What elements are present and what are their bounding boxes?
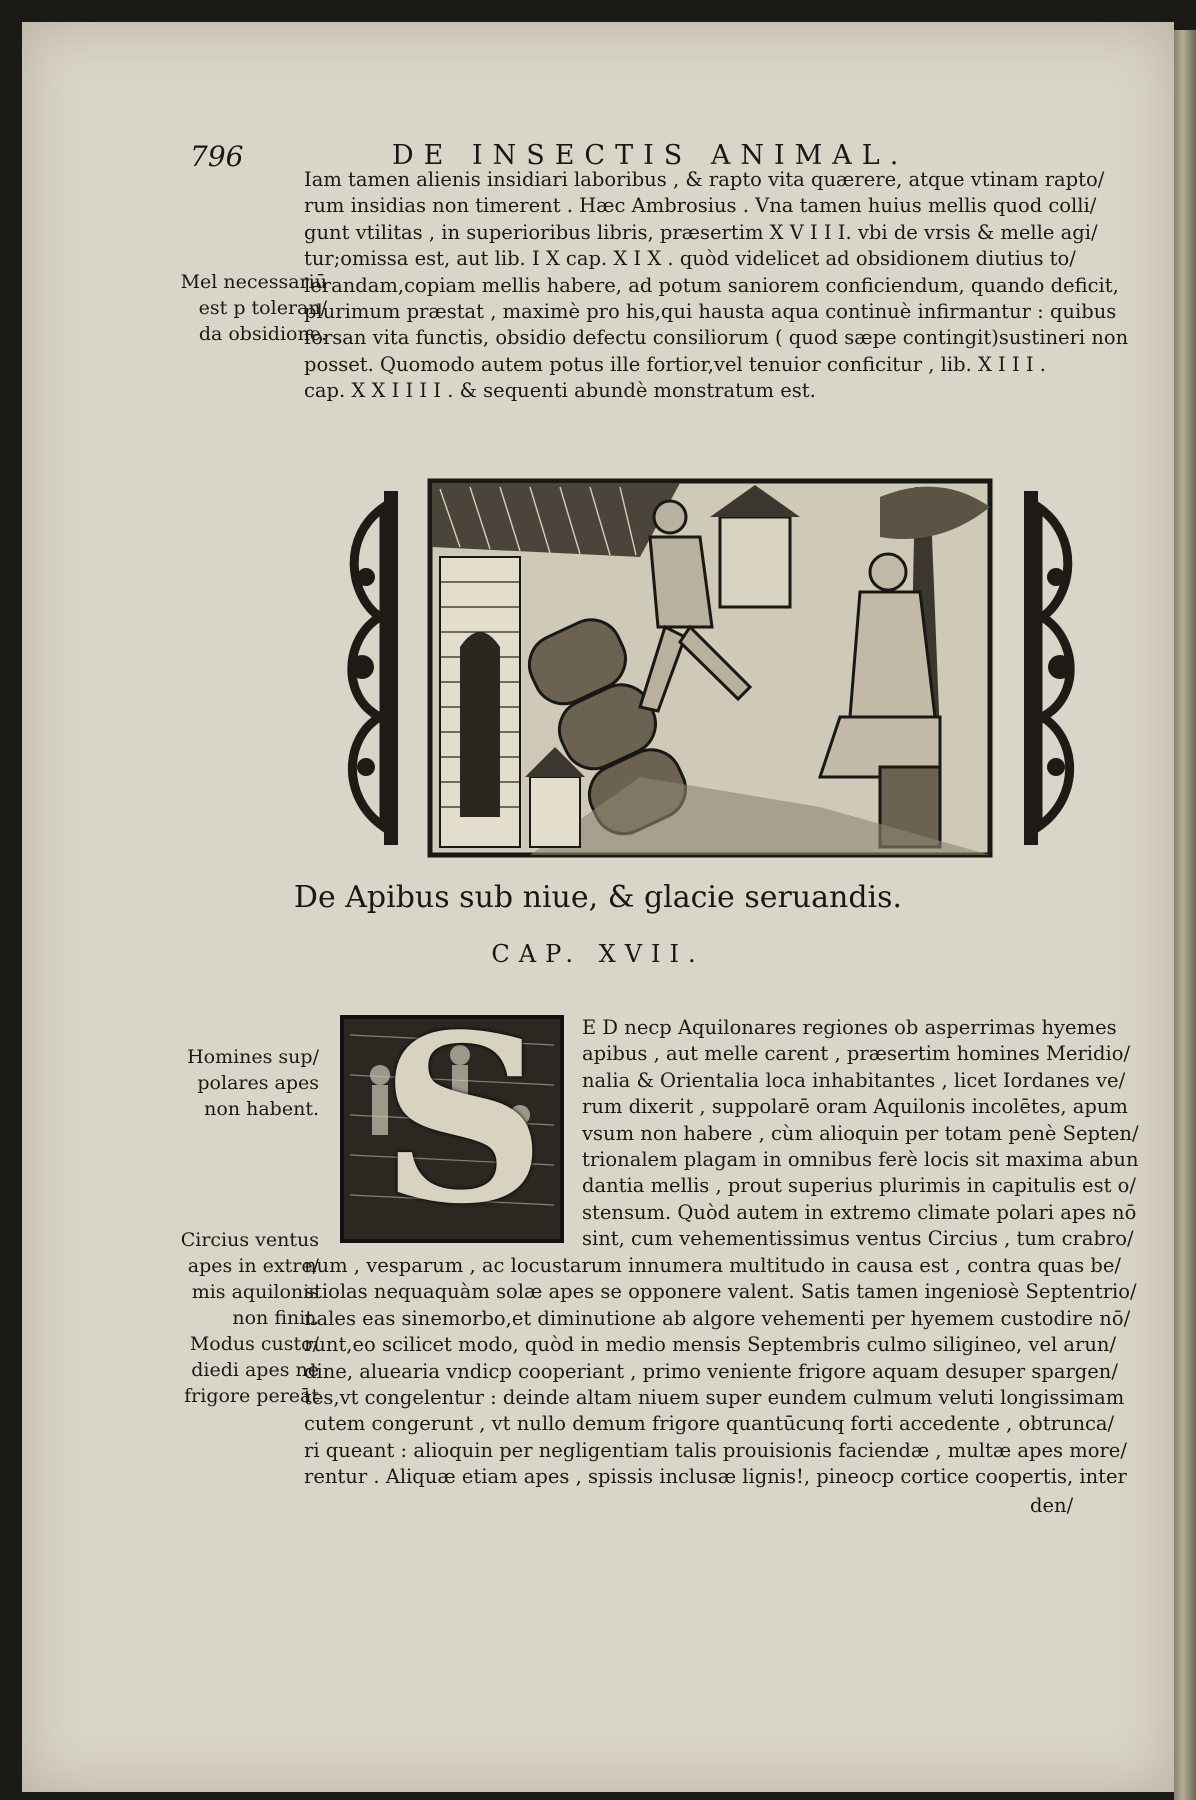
text-line: E D necp Aquilonares regiones ob asperrimas hyemes <box>582 1016 1117 1039</box>
text-line: tur;omissa est, aut lib. I X cap. X I X . quòd videlicet ad obsidionem diutius to/ <box>304 247 1076 271</box>
text-line: sint, cum vehementissimus ventus Circius , tum crabro/ <box>582 1227 1134 1251</box>
page-number: 796 <box>190 140 244 173</box>
decorated-initial <box>340 985 564 1255</box>
chapter-text-beside-initial <box>582 1015 1139 1253</box>
adjacent-page-edge <box>1174 30 1196 1800</box>
text-line: tes,vt congelentur : deinde altam niuem super eundem culmum veluti longissimam <box>304 1385 1125 1409</box>
initial-letter: S <box>380 985 547 1255</box>
chapter-heading: CAP. XVII. <box>491 940 705 968</box>
text-line: cap. X X I I I I . & sequenti abundè monstratum est. <box>304 379 816 403</box>
margin-note-mel <box>137 269 327 347</box>
text-line: nales eas sinemorbo,et diminutione ab algore vehementi per hyemem custodire nō/ <box>304 1306 1131 1330</box>
text-line: Iam tamen alienis insidiari laboribus , & rapto vita quærere, atque vtinam rapto/ <box>304 168 1105 191</box>
text-line: dantia mellis , prout superius plurimis in capitulis est o/ <box>582 1174 1136 1198</box>
running-head: DE INSECTIS ANIMAL. <box>392 140 909 171</box>
woodcut-scene <box>430 481 990 855</box>
margin-note-circius <box>137 1227 319 1331</box>
book-page <box>22 22 1174 1792</box>
margin-note-homines <box>137 1044 319 1122</box>
chapter-text-full <box>304 1253 1137 1491</box>
text-line: plurimum præstat , maximè pro his,qui hausta aqua continuè infirmantur : quibus <box>304 299 1117 323</box>
bleed-through-shadow <box>162 322 282 582</box>
margin-note-line: Mel necessariū <box>180 271 327 293</box>
text-line: nalia & Orientalia loca inhabitantes , licet Iordanes ve/ <box>582 1068 1126 1092</box>
text-line: runt,eo scilicet modo, quòd in medio mensis Septembris culmo siligineo, vel arun/ <box>304 1333 1117 1357</box>
text-line: stiolas nequaquàm solæ apes se opponere valent. Satis tamen ingeniosè Septentrio/ <box>304 1280 1137 1304</box>
margin-note-line: non finit. <box>232 1307 319 1329</box>
woodcut-illustration <box>340 477 1082 859</box>
text-line: ri queant : alioquin per negligentiam talis prouisionis faciendæ , multæ apes more/ <box>304 1438 1127 1462</box>
margin-note-line: frigore pereāt <box>184 1385 319 1407</box>
text-line: stensum. Quòd autem in extremo climate polari apes nō <box>582 1200 1137 1224</box>
margin-note-line: est p toleran/ <box>198 297 327 319</box>
text-line: dine, aluearia vndicp cooperiant , primo veniente frigore aquam desuper spargen/ <box>304 1359 1118 1383</box>
margin-note-line: diedi apes ne <box>191 1359 319 1381</box>
margin-note-line: Circius ventus <box>180 1229 319 1251</box>
text-line: gunt vtilitas , in superioribus libris, præsertim X V I I I. vbi de vrsis & melle agi/ <box>304 220 1098 244</box>
text-line: apibus , aut melle carent , præsertim homines Meridio/ <box>582 1042 1131 1066</box>
top-paragraph <box>304 167 1129 405</box>
left-ornament <box>350 491 398 845</box>
margin-note-line: non habent. <box>204 1098 319 1120</box>
text-line: forsan vita functis, obsidio defectu consiliorum ( quod sæpe contingit)sustineri non <box>304 326 1129 350</box>
margin-note-line: Homines sup/ <box>187 1046 319 1068</box>
illustration-caption: De Apibus sub niue, & glacie seruandis. <box>293 880 903 915</box>
catchword: den/ <box>1030 1494 1074 1517</box>
margin-note-line: apes in extre/ <box>187 1255 319 1277</box>
text-line: posset. Quomodo autem potus ille fortior,vel tenuior conficitur , lib. X I I I . <box>304 352 1046 376</box>
text-line: rentur . Aliquæ etiam apes , spissis inclusæ lignis!, pineocp cortice coopertis, inter <box>304 1465 1127 1489</box>
text-line: num , vesparum , ac locustarum innumera multitudo in causa est , contra quas be/ <box>304 1254 1121 1277</box>
text-line: trionalem plagam in omnibus ferè locis sit maxima abun <box>582 1147 1139 1171</box>
text-line: rum dixerit , suppolarē oram Aquilonis incolētes, apum <box>582 1095 1128 1119</box>
text-line: lerandam,copiam mellis habere, ad potum saniorem conficiendum, quando deficit, <box>304 273 1119 297</box>
margin-note-line: polares apes <box>197 1072 319 1094</box>
margin-note-modus <box>137 1331 319 1409</box>
text-line: vsum non habere , cùm alioquin per totam penè Septen/ <box>582 1121 1139 1145</box>
text-line: cutem congerunt , vt nullo demum frigore quantūcunq forti accedente , obtrunca/ <box>304 1412 1115 1436</box>
margin-note-line: Modus custo/ <box>189 1333 319 1355</box>
margin-note-line: mis aquilonis <box>191 1281 319 1303</box>
right-ornament <box>1024 491 1072 845</box>
text-line: rum insidias non timerent . Hæc Ambrosius . Vna tamen huius mellis quod colli/ <box>304 194 1097 218</box>
margin-note-line: da obsidione. <box>198 323 327 345</box>
